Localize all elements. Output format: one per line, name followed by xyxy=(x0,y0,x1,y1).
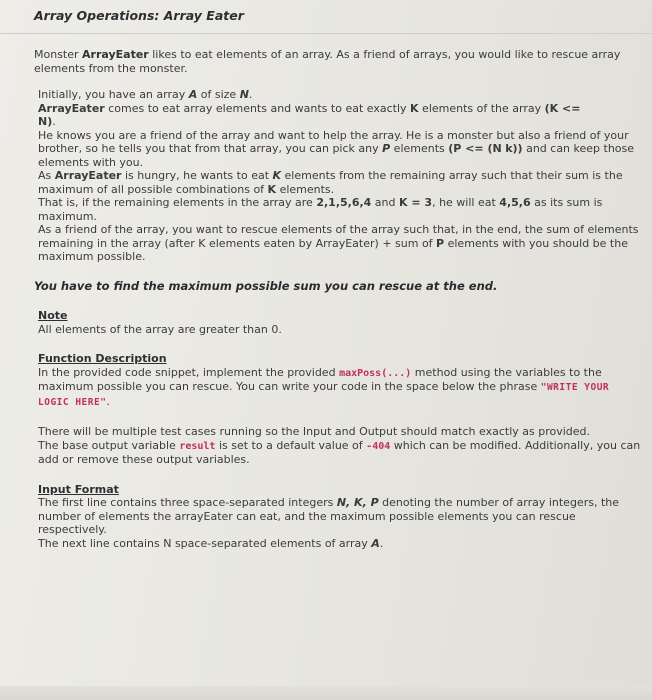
initial-line: Initially, you have an array A of size N. xyxy=(38,88,253,101)
eater-line-cont: N). xyxy=(38,115,56,128)
bottom-edge xyxy=(0,686,652,700)
page-title: Array Operations: Array Eater xyxy=(34,8,244,23)
note-text: All elements of the array are greater than 0. xyxy=(38,322,282,336)
problem-statement xyxy=(34,48,644,550)
task-question: You have to find the maximum possible sum you can rescue at the end. xyxy=(34,278,498,293)
hungry-line: As ArrayEater is hungry, he wants to eat K elements from the remaining array such that their sum is the maximum of all possible combinations of K elements. xyxy=(38,169,623,196)
friend-line: He knows you are a friend of the array and want to help the array. He is a monster but also a friend of your brother, so he tells you that from that array, you can pick any P elements (P <= (N k)) and can keep those elements with you. xyxy=(38,128,635,169)
input-format-line1: The first line contains three space-separated integers N, K, P denoting the number of array integers, the number of elements the arrayEater can eat, and the maximum possible elements you can rescue respectively. xyxy=(38,496,619,536)
description-paragraph xyxy=(38,88,644,264)
result-text: The base output variable result is set to a default value of -404 which can be modified. Additionally, you can add or remove these output variables. xyxy=(38,438,641,466)
example-line: That is, if the remaining elements in the array are 2,1,5,6,4 and K = 3, he will eat 4,5,6 as its sum is maximum. xyxy=(38,196,603,223)
input-format-heading: Input Format xyxy=(38,482,119,496)
title-divider xyxy=(0,33,652,34)
method-name: maxPoss(...) xyxy=(339,367,412,379)
note-heading: Note xyxy=(38,309,68,322)
rescue-line: As a friend of the array, you want to rescue elements of the array such that, in the end, the sum of elements remaining in the array (after K elements eaten by ArrayEater) + sum of P elements with you should be the maximum possible. xyxy=(38,223,639,263)
note-section xyxy=(38,309,644,336)
default-value: -404 xyxy=(366,440,391,452)
eater-line: ArrayEater comes to eat array elements and wants to eat exactly K elements of the array (K <= xyxy=(38,101,581,115)
testcases-text: There will be multiple test cases running so the Input and Output should match exactly as provided. xyxy=(38,425,591,438)
input-format-line2: The next line contains N space-separated elements of array A. xyxy=(38,536,384,550)
function-description-heading: Function Description xyxy=(38,352,167,365)
result-variable: result xyxy=(179,440,216,452)
function-description-text: In the provided code snippet, implement the provided maxPoss(...) method using the variables to the maximum possible you can rescue. You can write your code in the space below the phrase "WRITE YOUR LOGIC HERE". xyxy=(38,365,610,408)
testcases-section xyxy=(38,425,644,467)
input-format-section xyxy=(38,483,644,551)
intro-paragraph: Monster ArrayEater likes to eat elements of an array. As a friend of arrays, you would like to rescue array elements from the monster. xyxy=(34,48,621,75)
function-description-section xyxy=(38,352,644,409)
logic-phrase: "WRITE YOUR LOGIC HERE" xyxy=(38,382,610,408)
